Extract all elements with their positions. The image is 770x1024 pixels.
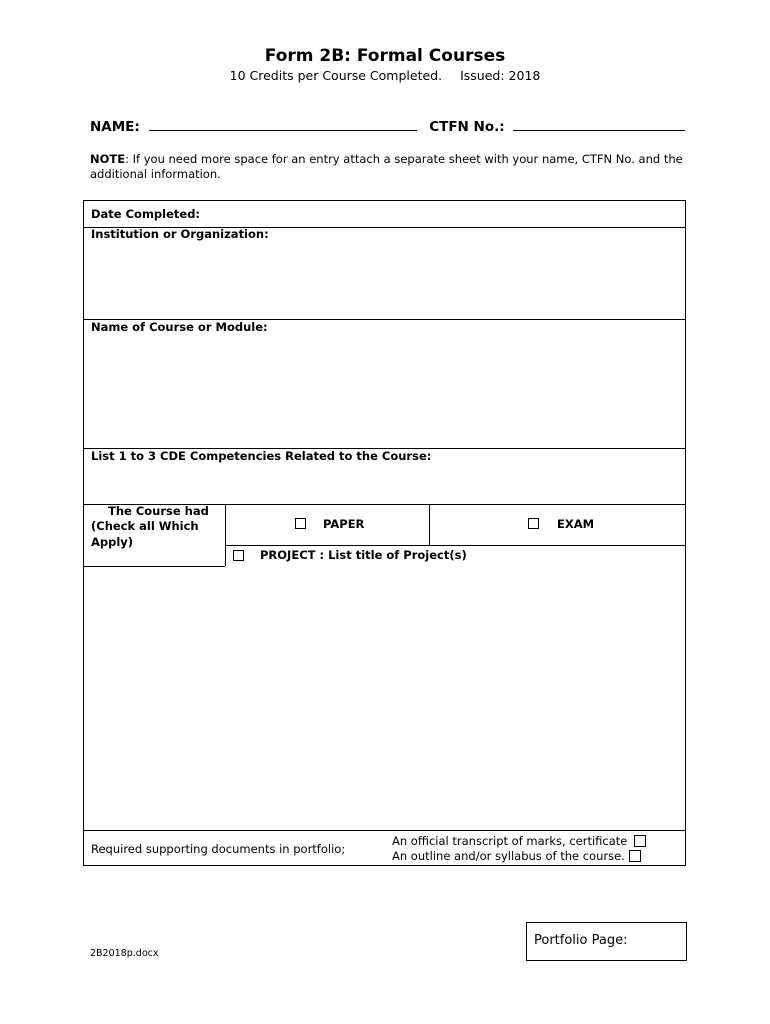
ctfn-label: CTFN No.: [429,119,505,135]
note-label: NOTE [90,152,126,166]
name-ctfn-row [90,118,685,135]
project-checkbox[interactable] [233,550,244,561]
outline-checkbox[interactable] [629,850,641,862]
divider [225,545,686,546]
paper-label: PAPER [323,517,365,531]
name-field[interactable] [149,118,417,131]
project-label: PROJECT : List title of Project(s) [260,548,467,562]
competencies-label: List 1 to 3 CDE Competencies Related to the Course: [91,449,432,463]
outline-label: An outline and/or syllabus of the course. [392,849,625,863]
transcript-checkbox[interactable] [634,835,646,847]
paper-checkbox[interactable] [295,518,306,529]
divider [84,566,225,567]
form-subtitle [0,68,770,83]
course-had-label: (Check all Which [91,519,199,533]
course-name-label: Name of Course or Module: [91,320,268,334]
note-body: : If you need more space for an entry attach a separate sheet with your name, CTFN No. and the additional information. [90,152,683,181]
institution-label: Institution or Organization: [91,227,269,241]
form-title: Form 2B: Formal Courses [264,46,506,66]
note-text [90,152,690,182]
course-form-table [83,200,686,866]
divider [225,504,226,566]
exam-label: EXAM [557,517,595,531]
ctfn-field[interactable] [513,118,685,131]
supporting-docs-label: Required supporting documents in portfolio; [91,842,346,856]
exam-checkbox[interactable] [528,518,539,529]
course-had-label: The Course had [108,504,209,518]
credits-text: 10 Credits per Course Completed. [229,68,443,83]
name-label: NAME: [90,119,140,135]
divider [84,830,686,831]
date-completed-label: Date Completed: [91,207,201,221]
divider [429,504,430,545]
course-had-label: Apply) [91,535,134,549]
portfolio-page-box [526,922,687,961]
transcript-label: An official transcript of marks, certificate [392,834,628,848]
issued-text: Issued: 2018 [460,68,541,83]
portfolio-page-label: Portfolio Page: [534,933,628,948]
footer-filename: 2B2018p.docx [90,948,159,959]
